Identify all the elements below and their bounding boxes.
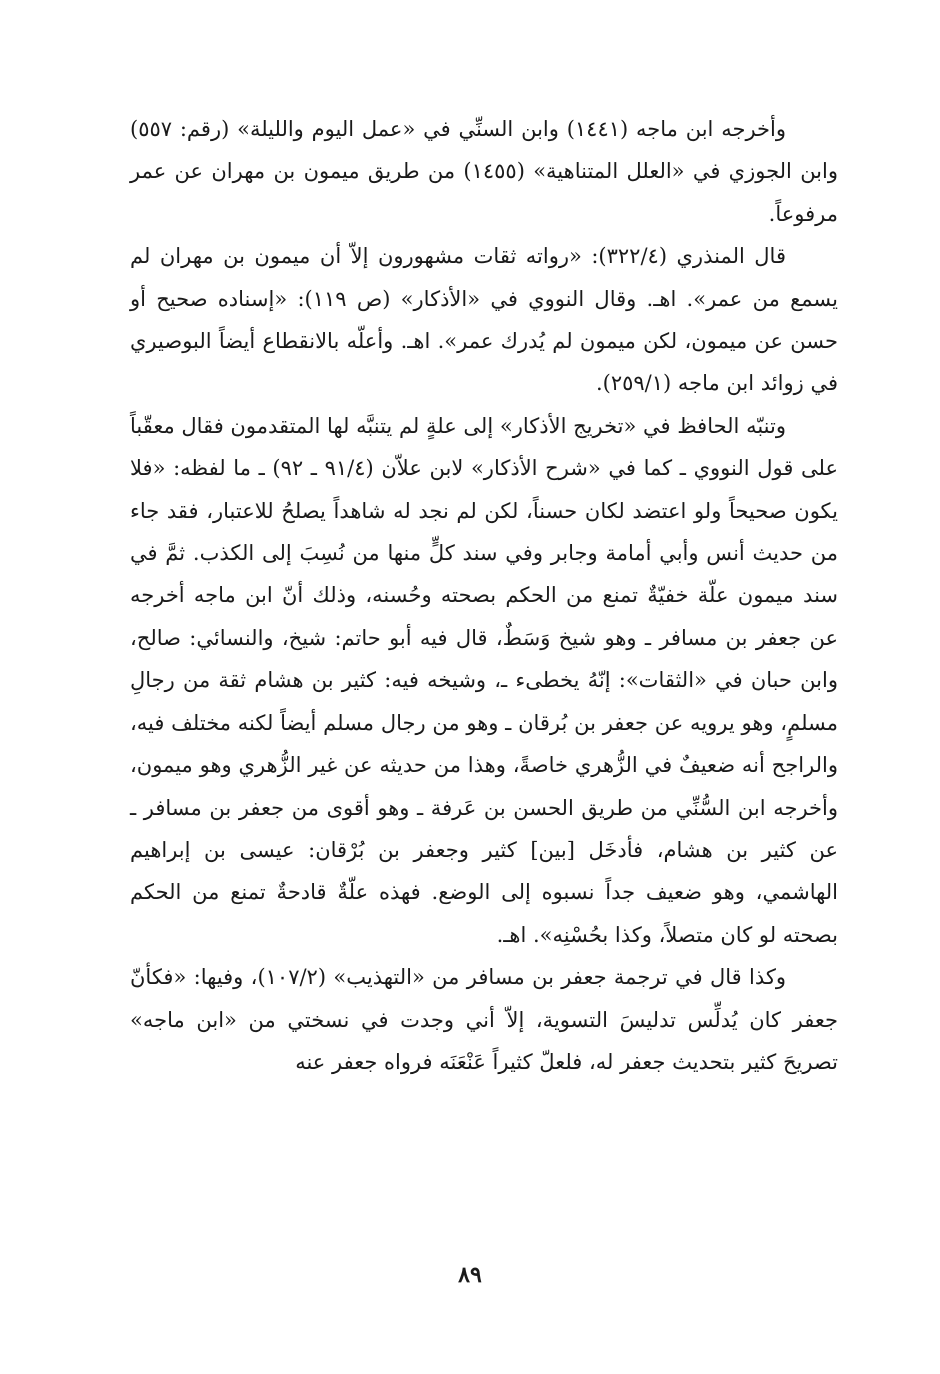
paragraph-hafiz: وتنبّه الحافظ في «تخريج الأذكار» إلى علةٍ لم يتنبَّه لها المتقدمون فقال معقّباً على قول النووي ـ كما في «شرح الأذكار» لابن علاّن (٩١/٤ ـ ٩٢) ـ ما لفظه: «فلا يكون صحيحاً ولو اعتضد لكان حسناً، لكن لم نجد له شاهداً يصلحُ للاعتبار، فقد جاء من حديث أنس وأبي أمامة وجابر وفي سند كلٍّ منها من نُسِبَ إلى الكذب. ثمَّ في سند ميمون علّة خفيّةٌ تمنع من الحكم بصحته وحُسنه، وذلك أنّ ابن ماجه أخرجه عن جعفر بن مسافر ـ وهو شيخ وَسَطٌ، قال فيه أبو حاتم: شيخ، والنسائي: صالح، وابن حبان في «الثقات»: إنّهُ يخطىء ـ، وشيخه فيه: كثير بن هشام ثقة من رجالِ مسلمٍ، وهو يرويه عن جعفر بن بُرقان ـ وهو من رجال مسلم أيضاً لكنه مختلف فيه، والراجح أنه ضعيفٌ في الزُّهري خاصةً، وهذا من حديثه عن غير الزُّهري وهو ميمون، وأخرجه ابن السُّنِّي من طريق الحسن بن عَرفة ـ وهو أقوى من جعفر بن مسافر ـ عن كثير بن هشام، فأدخَل [بين] كثير وجعفر بن بُرْقان: عيسى بن إبراهيم الهاشمي، وهو ضعيف جداً نسبوه إلى الوضع. فهذه علّةٌ قادحةٌ تمنع من الحكم بصحته لو كان متصلاً، وكذا بحُسْنِه». اهـ. [130,413,838,947]
paragraph-tahdhib: وكذا قال في ترجمة جعفر بن مسافر من «التهذيب» (١٠٧/٢)، وفيها: «فكأنّ جعفر كان يُدلِّس تدليسَ التسوية، إلاّ أني وجدت في نسختي من «ابن ماجه» تصريحَ كثير بتحديث جعفر له، فلعلّ كثيراً عَنْعَنَه فرواه جعفر عنه [130,965,838,1074]
body-text [130,108,838,1083]
page-number: ٨٩ [458,1262,482,1288]
paragraph-ibn-majah: وأخرجه ابن ماجه (١٤٤١) وابن السنِّي في «عمل اليوم والليلة» (رقم: ٥٥٧) وابن الجوزي في «العلل المتناهية» (١٤٥٥) من طريق ميمون بن مهران عن عمر مرفوعاً. [130,117,838,226]
paragraph-mundhiri: قال المنذري (٣٢٢/٤): «رواته ثقات مشهورون إلاّ أن ميمون بن مهران لم يسمع من عمر». اهـ. وقال النووي في «الأذكار» (ص ١١٩): «إسناده صحيح أو حسن عن ميمون، لكن ميمون لم يُدرك عمر». اهـ. وأعلّه بالانقطاع أيضاً البوصيري في زوائد ابن ماجه (٢٥٩/١). [130,244,839,396]
